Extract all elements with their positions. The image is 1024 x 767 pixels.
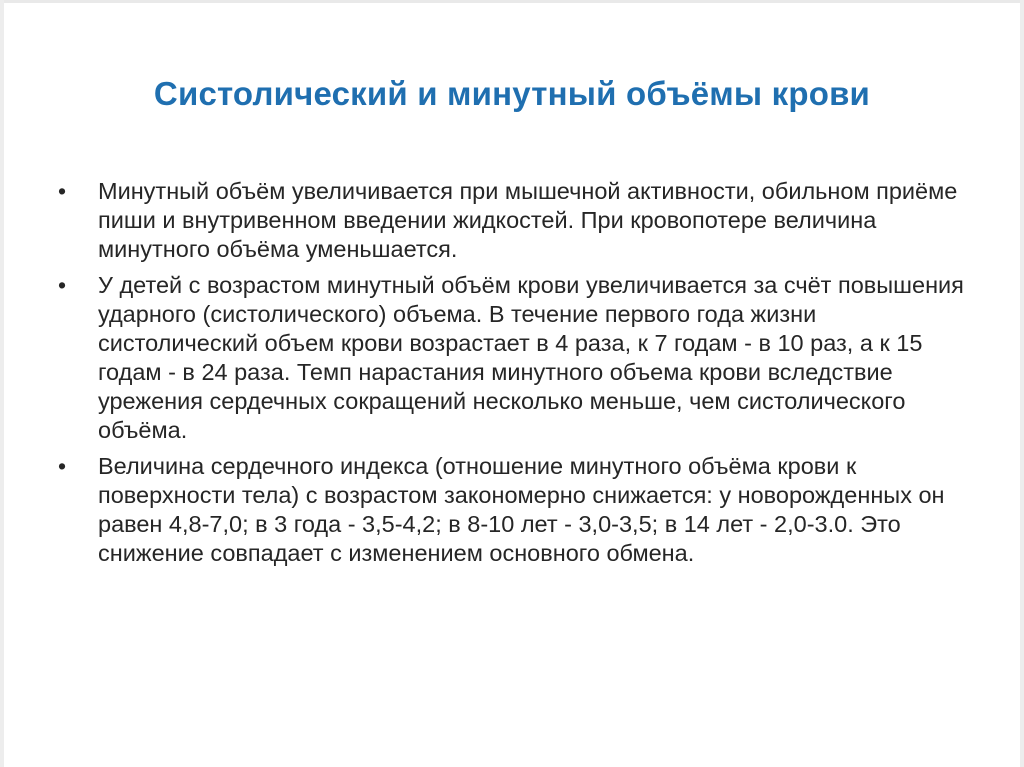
bullet-list [58,177,978,575]
bullet-text: Величина сердечного индекса (отношение минутного объёма крови к поверхности тела) с возрастом закономерно снижается: у новорожденных он равен 4,8-7,0; в 3 года - 3,5-4,2; в 8-10 лет - 3,0-3,5; в 14 лет - 2,0-3.0. Это снижение совпадает с изменением основного обмена. [98,453,945,566]
slide-title: Систолический и минутный объёмы крови [153,75,871,112]
bullet-dot-icon: • [58,272,67,298]
slide-frame-right [1020,0,1024,767]
bullet-item-children-volume [58,271,978,445]
bullet-item-minute-volume [58,177,978,264]
slide-frame-left [0,0,4,767]
slide-frame-top [0,0,1024,3]
bullet-text: У детей с возрастом минутный объём крови увеличивается за счёт повышения ударного (систолического) объема. В течение первого года жизни систолический объем крови возрастает в 4 раза, к 7 годам - в 10 раз, а к 15 годам - в 24 раза. Темп нарастания минутного объема крови вследствие урежения сердечных сокращений несколько меньше, чем систолического объёма. [98,272,964,443]
bullet-dot-icon: • [58,178,67,204]
bullet-text: Минутный объём увеличивается при мышечной активности, обильном приёме пиши и внутривенном введении жидкостей. При кровопотере величина минутного объёма уменьшается. [98,178,958,262]
bullet-item-cardiac-index [58,452,978,568]
bullet-dot-icon: • [58,453,67,479]
